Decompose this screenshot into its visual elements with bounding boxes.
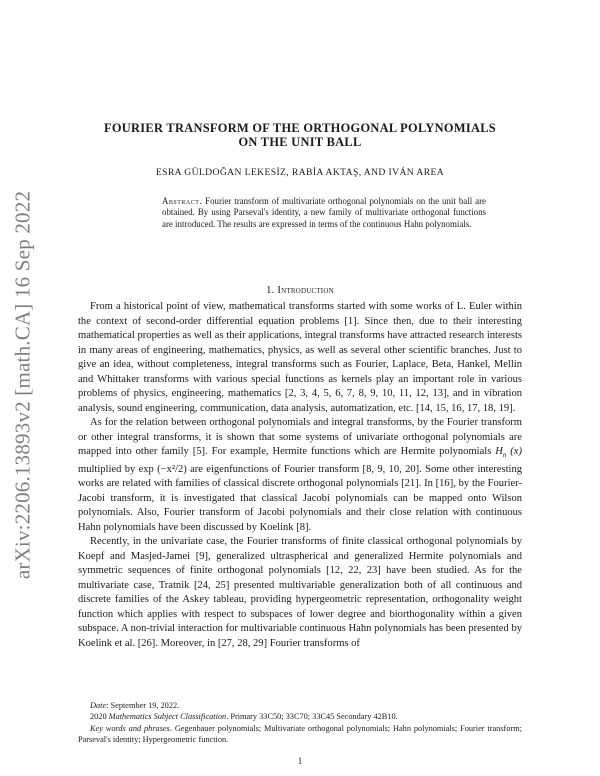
abstract — [162, 196, 486, 230]
title-line-2: ON THE UNIT BALL — [238, 135, 362, 149]
abstract-text: Fourier transform of multivariate orthogonal polynomials on the unit ball are obtained. By using Parseval's identity, a new family of multivariate orthogonal functions are introduced. The results are expressed in terms of the continuous Hahn polynomials. — [162, 196, 486, 229]
footnote-date-label: Date — [90, 701, 107, 710]
paper-title — [78, 121, 522, 149]
footnote-keywords-label: Key words and phrases — [90, 723, 170, 733]
paragraph-text: multiplied by exp (−x²/2) are eigenfunctions of Fourier transform [8, 9, 10, 20]. Some other interesting works are related with families of classical discrete orthogonal polynomials [21]. In [16], by the Fourier-Jacobi transform, it is investigated that classical Jacobi polynomials can be mapped onto Wilson polynomials. Also, Fourier transform of Jacobi polynomials and their close relation with continuous Hahn polynomials have been discussed by Koelink [8]. — [78, 463, 522, 533]
paragraph: From a historical point of view, mathematical transforms started with some works of L. Euler within the context of second-order differential equation problems [1]. Since then, due to their interesting mathematical properties as well as their applications, integral transforms have attracted research interests in many areas of engineering, mathematics, physics, as well as several other scientific branches. Just to give an idea, without completeness, integral transforms such as Fourier, Laplace, Beta, Hankel, Mellin and Whittaker transforms with various special functions as kernels play an important role in various problems of physics, engineering, mathematics [2, 3, 4, 5, 6, 7, 8, 9, 10, 11, 12, 13], and in vibration analysis, sound engineering, communication, data analysis, automatization, etc. [14, 15, 16, 17, 18, 19]. — [78, 301, 522, 414]
footnote-msc-value: . Primary 33C50; 33C70; 33C45 Secondary 42B10. — [226, 712, 398, 722]
paragraph — [78, 416, 522, 535]
footnote-msc-label: Mathematics Subject Classification — [108, 712, 227, 722]
paragraph: Recently, in the univariate case, the Fourier transforms of finite classical orthogonal polynomials by Koepf and Masjed-Jamei [9], generalized ultraspherical and generalized Hermite polynomials and symmetric sequences of finite orthogonal polynomials [12, 22, 23] have been studied. As for the multivariate case, Tratnik [24, 25] presented multivariable generalization both of all continuous and discrete families of the Askey tableau, providing hypergeometric representation, orthogonality weight function which applies with respect to subspaces of lower degree and biorthogonality within a given subspace. A non-trivial interaction for multivariable continuous Hahn polynomials has been presented by Koelink et al. [26]. Moreover, in [27, 28, 29] Fourier transforms of — [78, 536, 522, 649]
arxiv-sidebar — [4, 160, 42, 610]
footnote-keywords — [78, 723, 522, 746]
footnote-msc — [78, 711, 522, 722]
footnote-date-value: : September 19, 2022. — [106, 701, 180, 710]
section-heading — [78, 285, 522, 296]
footnote-date — [78, 700, 522, 711]
page-number: 1 — [297, 756, 303, 766]
section-title: Introduction — [277, 285, 334, 296]
section-number: 1. — [266, 285, 275, 296]
math-hermite: H — [495, 446, 503, 457]
body-text — [78, 300, 522, 651]
footnotes — [78, 700, 522, 746]
footnote-msc-year: 2020 — [90, 712, 107, 722]
paper-authors: ESRA GÜLDOĞAN LEKESİZ, RABİA AKTAŞ, AND IVÁN AREA — [155, 167, 445, 178]
math-argument: (x) — [506, 446, 522, 457]
arxiv-identifier: arXiv:2206.13893v2 [math.CA] 16 Sep 2022 — [10, 190, 35, 580]
abstract-label: Abstract. — [162, 196, 203, 206]
math-subscript: n — [502, 451, 507, 460]
title-line-1: FOURIER TRANSFORM OF THE ORTHOGONAL POLYNOMIALS — [104, 121, 496, 135]
paragraph-text: As for the relation between orthogonal polynomials and integral transforms, by the Fourier transform or other integral transforms, it is shown that some systems of univariate orthogonal polynomials are mapped into other family [5]. For example, Hermite functions which are Hermite polynomials — [78, 417, 522, 457]
footnote-keywords-value: . Gegenbauer polynomials; Multivariate orthogonal polynomials; Hahn polynomials; Fourier transform; Parseval's identity; Hypergeometric function. — [78, 723, 522, 745]
